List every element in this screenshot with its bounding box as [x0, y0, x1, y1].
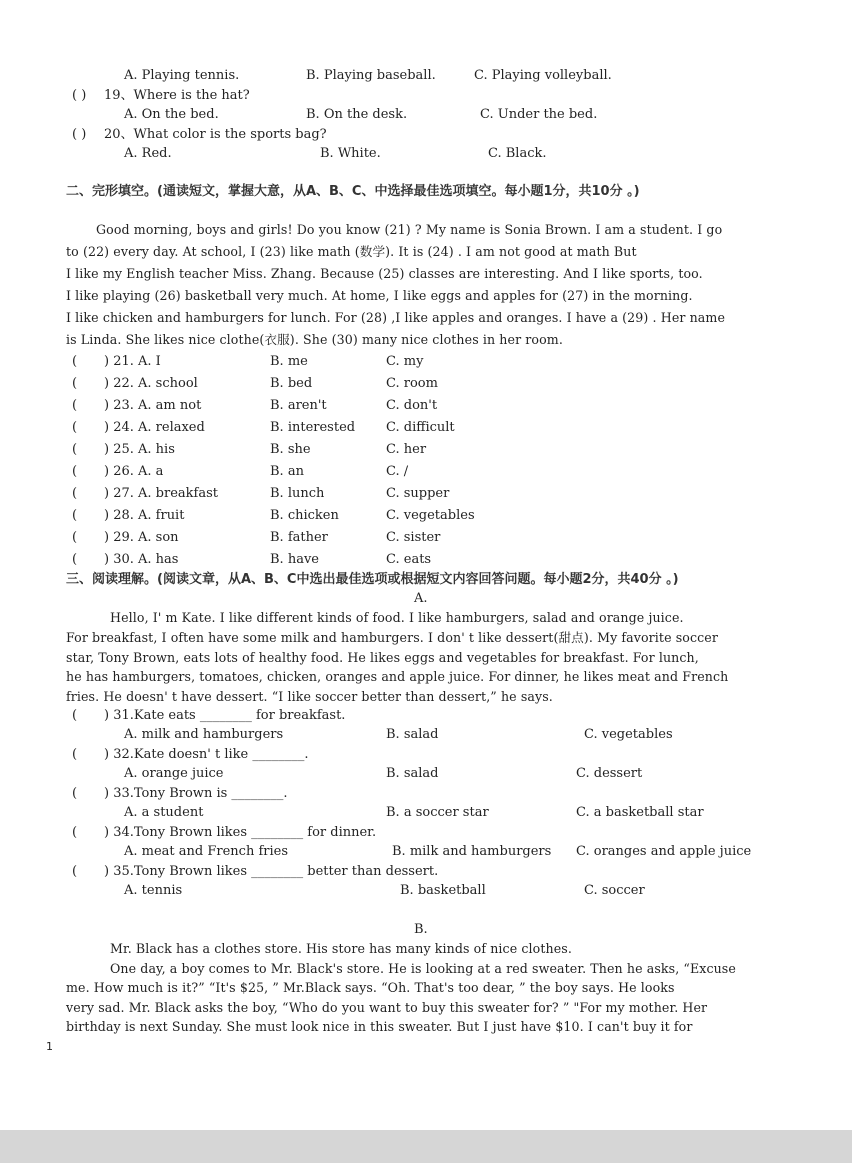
answer-paren: ( — [72, 508, 78, 523]
cloze-q23-c: C. don't — [386, 398, 438, 413]
cloze-q21: ) 21. A. I — [104, 354, 161, 369]
cloze-q28: ) 28. A. fruit — [104, 508, 185, 523]
cloze-passage-line: I like playing (26) basketball very much. At home, I like eggs and apples for (27) in the morning. — [66, 288, 693, 303]
part-b-passage-line: Mr. Black has a clothes store. His store has many kinds of nice clothes. — [110, 941, 572, 956]
part-a-passage-line: Hello, I' m Kate. I like different kinds of food. I like hamburgers, salad and orange juice. — [110, 610, 684, 625]
answer-paren: ( — [72, 398, 78, 413]
reading-part-a-label: A. — [414, 591, 428, 606]
answer-paren: ( — [72, 786, 78, 801]
q19-option-a: A. On the bed. — [124, 107, 219, 122]
answer-paren: ( — [72, 530, 78, 545]
q19-answer-paren: ( ) — [72, 88, 87, 103]
cloze-q30-c: C. eats — [386, 552, 432, 567]
cloze-passage-line: I like chicken and hamburgers for lunch. For (28) ,I like apples and oranges. I have a (29) . Her name — [66, 310, 726, 325]
q19-option-c: C. Under the bed. — [480, 107, 598, 122]
cloze-q29-b: B. father — [270, 530, 328, 545]
q19-option-b: B. On the desk. — [306, 107, 408, 122]
cloze-q24: ) 24. A. relaxed — [104, 420, 205, 435]
cloze-q22-b: B. bed — [270, 376, 313, 391]
reading-q35-a: A. tennis — [124, 883, 183, 898]
q19-stem: 19、Where is the hat? — [104, 88, 250, 103]
reading-q35-stem: ) 35.Tony Brown likes ________ better than dessert. — [104, 864, 439, 879]
reading-q34-c: C. oranges and apple juice — [576, 844, 752, 859]
answer-paren: ( — [72, 464, 78, 479]
answer-paren: ( — [72, 552, 78, 567]
cloze-passage-line: to (22) every day. At school, I (23) like math (数学). It is (24) . I am not good at math But — [66, 244, 637, 259]
cloze-q23: ) 23. A. am not — [104, 398, 202, 413]
cloze-q25-c: C. her — [386, 442, 427, 457]
q18-option-b: B. Playing baseball. — [306, 68, 436, 83]
reading-q31-b: B. salad — [386, 727, 439, 742]
reading-q31-stem: ) 31.Kate eats ________ for breakfast. — [104, 708, 346, 723]
cloze-q27: ) 27. A. breakfast — [104, 486, 218, 501]
answer-paren: ( — [72, 864, 78, 879]
cloze-q30: ) 30. A. has — [104, 552, 179, 567]
reading-q31-c: C. vegetables — [584, 727, 673, 742]
answer-paren: ( — [72, 420, 78, 435]
answer-paren: ( — [72, 708, 78, 723]
cloze-q26-c: C. / — [386, 464, 409, 479]
part-b-passage-line: me. How much is it?” “It's $25, ” Mr.Black says. “Oh. That's too dear, ” the boy says. He looks — [66, 980, 675, 995]
reading-q33-c: C. a basketball star — [576, 805, 704, 820]
cloze-q22-c: C. room — [386, 376, 438, 391]
part-b-passage-line: One day, a boy comes to Mr. Black's store. He is looking at a red sweater. Then he asks, “Excuse — [110, 961, 736, 976]
cloze-q24-b: B. interested — [270, 420, 356, 435]
part-a-passage-line: star, Tony Brown, eats lots of healthy food. He likes eggs and vegetables for breakfast. For lunch, — [66, 650, 699, 665]
cloze-q21-c: C. my — [386, 354, 424, 369]
q18-option-a: A. Playing tennis. — [124, 68, 240, 83]
reading-q34-b: B. milk and hamburgers — [392, 844, 552, 859]
reading-q32-a: A. orange juice — [124, 766, 224, 781]
reading-q33-a: A. a student — [124, 805, 204, 820]
cloze-passage-line: Good morning, boys and girls! Do you know (21) ? My name is Sonia Brown. I am a student. I go — [96, 222, 723, 237]
reading-part-b-label: B. — [414, 922, 428, 937]
answer-paren: ( — [72, 442, 78, 457]
cloze-q22: ) 22. A. school — [104, 376, 198, 391]
q20-option-c: C. Black. — [488, 146, 547, 161]
cloze-q25: ) 25. A. his — [104, 442, 175, 457]
cloze-q29-c: C. sister — [386, 530, 441, 545]
q20-answer-paren: ( ) — [72, 127, 87, 142]
page-number: 1 — [46, 1040, 53, 1053]
reading-q33-stem: ) 33.Tony Brown is ________. — [104, 786, 288, 801]
reading-q32-stem: ) 32.Kate doesn' t like ________. — [104, 747, 309, 762]
reading-q33-b: B. a soccer star — [386, 805, 489, 820]
part-b-passage-line: birthday is next Sunday. She must look nice in this sweater. But I just have $10. I can't buy it for — [66, 1019, 693, 1034]
reading-q34-stem: ) 34.Tony Brown likes ________ for dinner. — [104, 825, 377, 840]
reading-q32-b: B. salad — [386, 766, 439, 781]
cloze-q29: ) 29. A. son — [104, 530, 179, 545]
cloze-passage-line: is Linda. She likes nice clothe(衣服). She (30) many nice clothes in her room. — [66, 332, 563, 347]
answer-paren: ( — [72, 486, 78, 501]
cloze-q24-c: C. difficult — [386, 420, 455, 435]
part-a-passage-line: he has hamburgers, tomatoes, chicken, oranges and apple juice. For dinner, he likes meat and French — [66, 669, 729, 684]
part-a-passage-line: For breakfast, I often have some milk and hamburgers. I don' t like dessert(甜点). My favorite soccer — [66, 630, 718, 645]
answer-paren: ( — [72, 825, 78, 840]
reading-q31-a: A. milk and hamburgers — [124, 727, 284, 742]
answer-paren: ( — [72, 354, 78, 369]
cloze-q28-c: C. vegetables — [386, 508, 475, 523]
cloze-q25-b: B. she — [270, 442, 311, 457]
cloze-q26-b: B. an — [270, 464, 304, 479]
answer-paren: ( — [72, 747, 78, 762]
cloze-section-heading: 二、完形填空。(通读短文，掌握大意，从A、B、C、中选择最佳选项填空。每小题1分，共10分 。) — [66, 184, 640, 199]
answer-paren: ( — [72, 376, 78, 391]
q20-option-a: A. Red. — [124, 146, 172, 161]
part-b-passage-line: very sad. Mr. Black asks the boy, “Who do you want to buy this sweater for? ” "For my mother. Her — [66, 1000, 708, 1015]
reading-q34-a: A. meat and French fries — [124, 844, 288, 859]
reading-q35-b: B. basketball — [400, 883, 486, 898]
q20-option-b: B. White. — [320, 146, 381, 161]
q18-option-c: C. Playing volleyball. — [474, 68, 612, 83]
cloze-q28-b: B. chicken — [270, 508, 339, 523]
cloze-q21-b: B. me — [270, 354, 308, 369]
reading-q35-c: C. soccer — [584, 883, 645, 898]
cloze-q30-b: B. have — [270, 552, 319, 567]
part-a-passage-line: fries. He doesn' t have dessert. “I like soccer better than dessert,” he says. — [66, 689, 553, 704]
cloze-q26: ) 26. A. a — [104, 464, 164, 479]
reading-q32-c: C. dessert — [576, 766, 643, 781]
cloze-q27-b: B. lunch — [270, 486, 325, 501]
cloze-q23-b: B. aren't — [270, 398, 327, 413]
reading-section-heading: 三、阅读理解。(阅读文章，从A、B、C中选出最佳选项或根据短文内容回答问题。每小题2分，共40分 。) — [66, 572, 679, 587]
cloze-passage-line: I like my English teacher Miss. Zhang. Because (25) classes are interesting. And I like sports, too. — [66, 266, 703, 281]
q20-stem: 20、What color is the sports bag? — [104, 127, 327, 142]
cloze-q27-c: C. supper — [386, 486, 450, 501]
